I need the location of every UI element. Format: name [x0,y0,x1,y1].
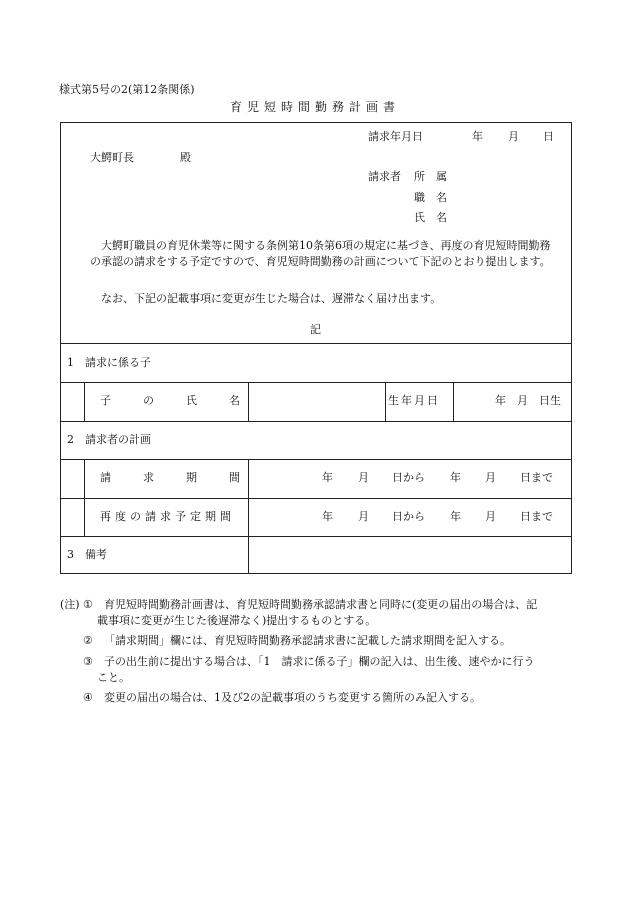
request-date-label: 請求年月日 [368,130,423,143]
note-text-cont: こと。 [97,671,130,684]
requester-dept: 所 属 [414,170,447,183]
birth-date-suffix: 年 月 日生 [495,394,561,407]
note-text-cont: 載事項に変更が生じた後遅滞なく)提出するものとする。 [97,614,377,627]
row-divider [60,536,572,537]
col-divider [248,459,249,574]
col-divider [248,382,249,421]
re-period-from-day: 日から [392,510,425,523]
requester-label: 請求者 [368,170,401,183]
note-text: 変更の届出の場合は、1及び2の記載事項のうち変更する箇所のみ記入する。 [104,691,481,704]
row-divider [60,382,572,383]
note-text: 子の出生前に提出する場合は、「1 請求に係る子」欄の記入は、出生後、速やかに行う [104,655,535,668]
col-divider [453,382,454,421]
period-from-month: 月 [358,471,369,484]
row-divider [60,498,572,499]
note-text: 「請求期間」欄には、育児短時間勤務承認請求書に記載した請求期間を記入する。 [104,634,511,647]
birth-date-label: 生年月日 [388,394,440,407]
note-mark: ③ [83,655,93,668]
period-to-month: 月 [485,471,496,484]
re-period-to-month: 月 [485,510,496,523]
row-divider [60,459,572,460]
note-mark: ④ [83,691,93,704]
indent-line [84,382,85,421]
addressee-name: 大鰐町長 [90,151,134,164]
period-to-day: 日まで [520,471,553,484]
request-date-day: 日 [543,130,554,143]
col-divider [385,382,386,421]
note-mark: ① [83,598,93,611]
requester-position: 職 名 [414,191,447,204]
section3-heading: 3 備考 [67,548,107,561]
row-divider [60,421,572,422]
notes-prefix: (注) [60,598,80,611]
re-period-to-year: 年 [450,510,461,523]
document-title: 育児短時間勤務計画書 [229,100,400,114]
re-period-label: 再度の請求予定期間 [100,510,235,523]
section2-heading: 2 請求者の計画 [67,433,151,446]
period-to-year: 年 [450,471,461,484]
period-label: 請 求 期 間 [100,471,240,484]
note-mark: ② [83,634,93,647]
body-paragraph: 大鰐町職員の育児休業等に関する条例第10条第6項の規定に基づき、再度の育児短時間勤務の承認の請求をする予定ですので、育児短時間勤務の計画について下記のとおり提出します。 [90,239,551,268]
form-table [60,122,572,574]
indent-line [84,459,85,536]
row-divider [60,343,572,344]
child-name-label: 子 の 氏 名 [100,394,240,407]
re-period-from-year: 年 [322,510,333,523]
ki-label: 記 [310,323,321,336]
note-text: 育児短時間勤務計画書は、育児短時間勤務承認請求書と同時に(変更の届出の場合は、記 [104,598,538,611]
period-from-year: 年 [322,471,333,484]
addressee-honorific: 殿 [180,151,191,164]
request-date-month: 月 [508,130,519,143]
re-period-to-day: 日まで [520,510,553,523]
form-number: 様式第5号の2(第12条関係) [59,83,195,96]
period-from-day: 日から [392,471,425,484]
section1-heading: 1 請求に係る子 [67,356,151,369]
request-date-year: 年 [472,130,483,143]
requester-name: 氏 名 [414,211,447,224]
re-period-from-month: 月 [358,510,369,523]
body-paragraph: なお、下記の記載事項に変更が生じた場合は、遅滞なく届け出ます。 [101,292,442,305]
